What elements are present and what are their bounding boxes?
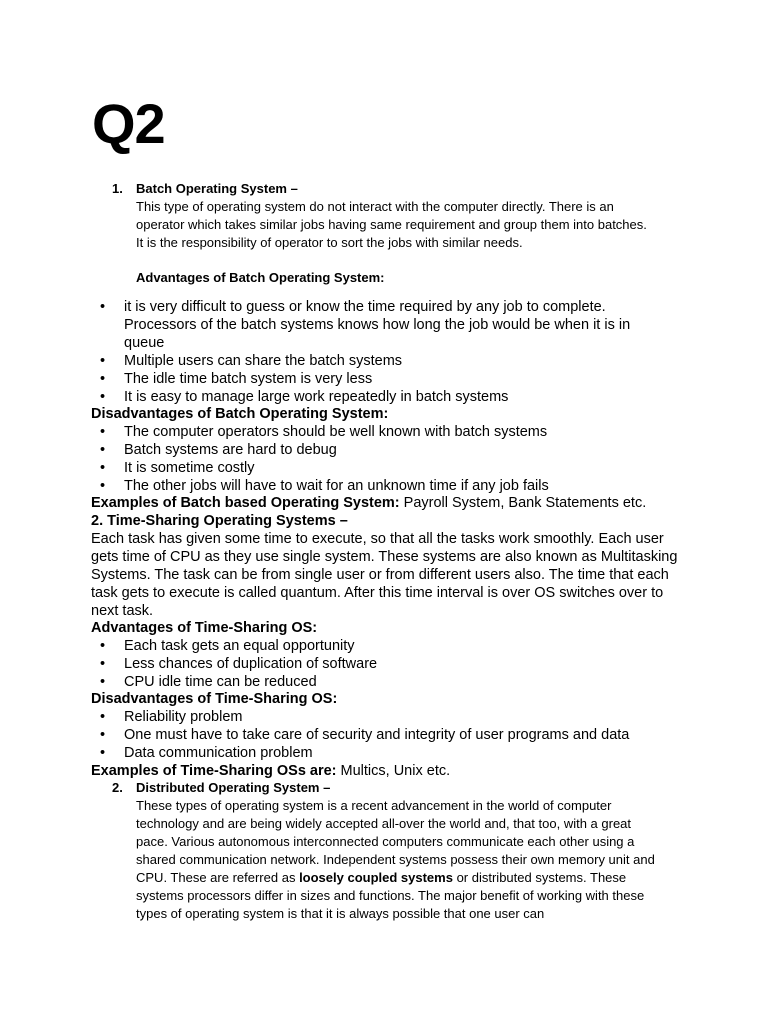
batch-advantages-list: [0, 298, 664, 406]
distributed-paragraph-bold: loosely coupled systems: [299, 870, 453, 885]
distributed-os-heading: Distributed Operating System –: [136, 780, 331, 795]
list-item: • Less chances of duplication of software: [0, 655, 664, 673]
batch-disadvantages-list: [0, 423, 664, 495]
list-item: • Multiple users can share the batch systems: [0, 352, 664, 370]
timesharing-examples-text: Multics, Unix etc.: [336, 763, 451, 779]
batch-os-heading: Batch Operating System –: [136, 181, 298, 196]
page-title: Q2: [92, 92, 165, 155]
distributed-os-paragraph: [136, 797, 656, 923]
distributed-paragraph-start: These types of operating system is a recent advancement in the world of computer technology and are being widely accepted all-over the world and, that too, with a great pace. Various autonomous interconnected computers communicate each other using a shared communication network. Independent systems possess their own memory unit and CPU. These are referred as: [136, 798, 655, 885]
timesharing-disadvantages-heading: Disadvantages of Time-Sharing OS:: [91, 691, 338, 707]
list-item: • It is easy to manage large work repeatedly in batch systems: [0, 388, 664, 406]
batch-examples-text: Payroll System, Bank Statements etc.: [399, 495, 647, 511]
distributed-os-number: 2.: [112, 780, 123, 795]
list-item: • Reliability problem: [0, 708, 664, 726]
batch-examples-label: Examples of Batch based Operating System:: [91, 495, 400, 511]
timesharing-heading: 2. Time-Sharing Operating Systems –: [91, 513, 348, 529]
timesharing-examples: [91, 762, 450, 780]
list-item: • CPU idle time can be reduced: [0, 673, 664, 691]
list-item: • The idle time batch system is very less: [0, 370, 664, 388]
list-item: • it is very difficult to guess or know the time required by any job to complete. Processors of the batch systems knows how long the job would be when it is in queue: [0, 298, 664, 352]
list-item: • Batch systems are hard to debug: [0, 441, 664, 459]
batch-os-number: 1.: [112, 181, 123, 196]
timesharing-paragraph: Each task has given some time to execute, so that all the tasks work smoothly. Each user gets time of CPU as they use single system. These systems are also known as Multitasking Systems. The task can be from single user or from different users also. The time that each task gets to execute is called quantum. After this time interval is over OS switches over to next task.: [91, 531, 678, 619]
list-item: • The computer operators should be well known with batch systems: [0, 423, 664, 441]
batch-advantages-heading: Advantages of Batch Operating System:: [136, 270, 385, 285]
list-item: • It is sometime costly: [0, 459, 664, 477]
batch-examples: [91, 494, 646, 512]
timesharing-disadvantages-list: [0, 708, 664, 762]
batch-disadvantages-heading: Disadvantages of Batch Operating System:: [91, 406, 389, 422]
batch-os-paragraph: This type of operating system do not interact with the computer directly. There is an operator which takes similar jobs having same requirement and group them into batches. It is the responsibility of operator to sort the jobs with similar needs.: [136, 199, 647, 250]
distributed-paragraph-end: or distributed systems. These systems processors differ in sizes and functions. The major benefit of working with these types of operating system is that it is always possible that one user can: [136, 870, 645, 921]
list-item: • The other jobs will have to wait for an unknown time if any job fails: [0, 477, 664, 495]
list-item: • Each task gets an equal opportunity: [0, 637, 664, 655]
list-item: • One must have to take care of security and integrity of user programs and data: [0, 726, 664, 744]
timesharing-advantages-heading: Advantages of Time-Sharing OS:: [91, 620, 318, 636]
timesharing-examples-label: Examples of Time-Sharing OSs are:: [91, 763, 337, 779]
list-item: • Data communication problem: [0, 744, 664, 762]
timesharing-advantages-list: [0, 637, 664, 691]
